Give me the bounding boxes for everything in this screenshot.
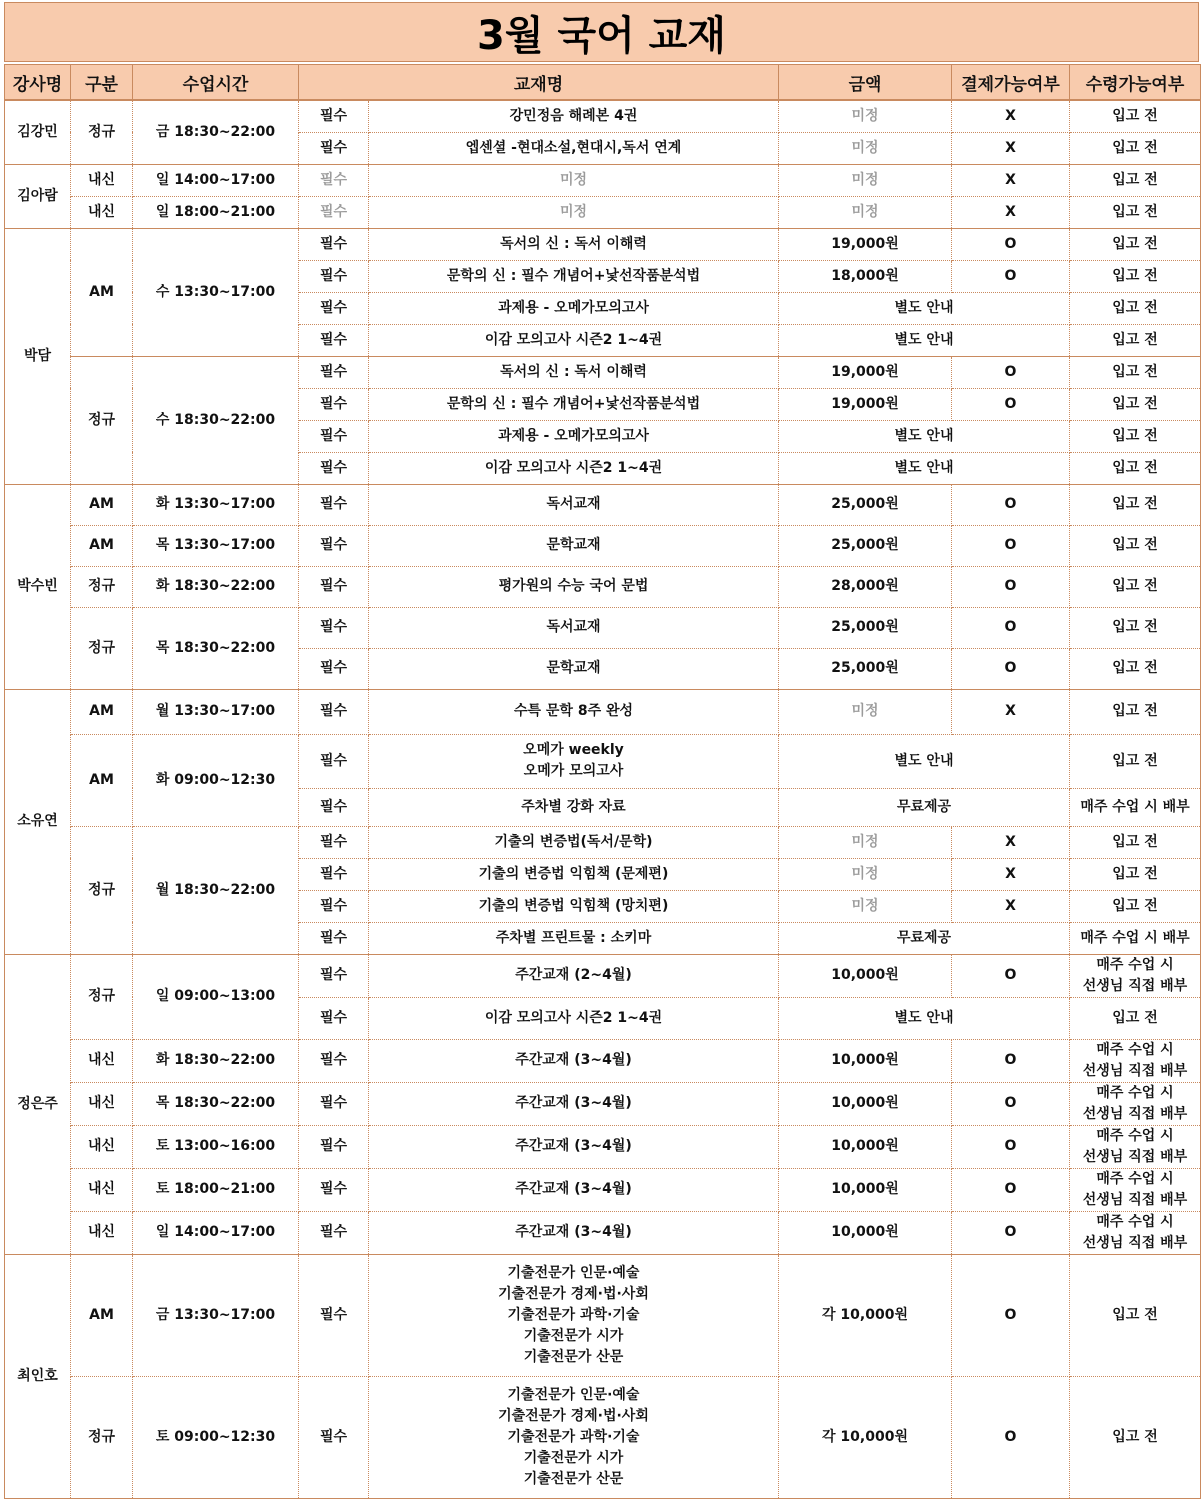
required-label: 필수 xyxy=(299,997,369,1039)
table-row xyxy=(5,1125,1201,1168)
required-label: 필수 xyxy=(299,734,369,788)
class-category: 내신 xyxy=(71,1168,133,1211)
price: 미정 xyxy=(779,826,952,858)
textbook-name: 주간교재 (3~4월) xyxy=(369,1039,779,1082)
textbook-name: 주간교재 (3~4월) xyxy=(369,1168,779,1211)
price: 19,000원 xyxy=(779,388,952,420)
price: 각 10,000원 xyxy=(779,1376,952,1498)
textbook-name: 문학교재 xyxy=(369,525,779,566)
class-category: 내신 xyxy=(71,1125,133,1168)
textbook-name: 기출전문가 인문·예술 기출전문가 경제·법·사회 기출전문가 과학·기술 기출전문가 시가 기출전문가 산문 xyxy=(369,1254,779,1376)
table-row xyxy=(5,1211,1201,1254)
textbook-name: 엡센셜 -현대소설,현대시,독서 연계 xyxy=(369,132,779,164)
payment-available: O xyxy=(952,388,1070,420)
class-time: 화 13:30~17:00 xyxy=(133,484,299,525)
textbook-name: 주간교재 (3~4월) xyxy=(369,1125,779,1168)
class-time: 토 13:00~16:00 xyxy=(133,1125,299,1168)
required-label: 필수 xyxy=(299,922,369,954)
class-time: 일 09:00~13:00 xyxy=(133,954,299,1039)
class-time: 금 18:30~22:00 xyxy=(133,100,299,164)
price: 19,000원 xyxy=(779,228,952,260)
header-class-time: 수업시간 xyxy=(133,65,299,101)
price: 25,000원 xyxy=(779,607,952,648)
textbook-name: 독서의 신 : 독서 이해력 xyxy=(369,356,779,388)
required-label: 필수 xyxy=(299,1254,369,1376)
payment-available: O xyxy=(952,1125,1070,1168)
header-price: 금액 xyxy=(779,65,952,101)
textbook-name: 기출의 변증법(독서/문학) xyxy=(369,826,779,858)
class-category: AM xyxy=(71,689,133,734)
price: 25,000원 xyxy=(779,525,952,566)
price: 19,000원 xyxy=(779,356,952,388)
header-teacher: 강사명 xyxy=(5,65,71,101)
textbook-name: 이감 모의고사 시즌2 1~4권 xyxy=(369,324,779,356)
class-time: 수 13:30~17:00 xyxy=(133,228,299,356)
pickup-status: 입고 전 xyxy=(1070,525,1201,566)
textbook-name: 문학의 신 : 필수 개념어+낯선작품분석법 xyxy=(369,260,779,292)
payment-available: O xyxy=(952,1211,1070,1254)
class-time: 일 18:00~21:00 xyxy=(133,196,299,228)
pickup-status: 입고 전 xyxy=(1070,292,1201,324)
class-category: 정규 xyxy=(71,826,133,954)
textbook-name: 이감 모의고사 시즌2 1~4권 xyxy=(369,452,779,484)
table-row xyxy=(5,484,1201,525)
class-category: AM xyxy=(71,484,133,525)
class-time: 목 13:30~17:00 xyxy=(133,525,299,566)
pickup-status: 매주 수업 시 선생님 직접 배부 xyxy=(1070,1168,1201,1211)
teacher-name: 김강민 xyxy=(5,100,71,164)
class-category: AM xyxy=(71,525,133,566)
price-note: 무료제공 xyxy=(779,788,1070,826)
textbook-name: 강민정음 해례본 4권 xyxy=(369,100,779,132)
pickup-status: 입고 전 xyxy=(1070,890,1201,922)
required-label: 필수 xyxy=(299,100,369,132)
class-category: 내신 xyxy=(71,1211,133,1254)
sheet-title-bar xyxy=(4,2,1199,62)
teacher-name: 소유연 xyxy=(5,689,71,954)
required-label: 필수 xyxy=(299,196,369,228)
pickup-status: 입고 전 xyxy=(1070,484,1201,525)
teacher-name: 최인호 xyxy=(5,1254,71,1498)
required-label: 필수 xyxy=(299,566,369,607)
table-row xyxy=(5,525,1201,566)
price-note: 별도 안내 xyxy=(779,324,1070,356)
table-row xyxy=(5,228,1201,260)
payment-available: X xyxy=(952,196,1070,228)
payment-available: X xyxy=(952,826,1070,858)
pickup-status: 입고 전 xyxy=(1070,132,1201,164)
class-category: 정규 xyxy=(71,100,133,164)
required-label: 필수 xyxy=(299,324,369,356)
textbook-name: 평가원의 수능 국어 문법 xyxy=(369,566,779,607)
textbook-name: 주차별 프린트물 : 소키마 xyxy=(369,922,779,954)
price: 미정 xyxy=(779,164,952,196)
required-label: 필수 xyxy=(299,689,369,734)
teacher-name: 박수빈 xyxy=(5,484,71,689)
table-row xyxy=(5,100,1201,132)
table-row xyxy=(5,1376,1201,1498)
payment-available: X xyxy=(952,100,1070,132)
textbook-name: 주간교재 (3~4월) xyxy=(369,1082,779,1125)
price: 각 10,000원 xyxy=(779,1254,952,1376)
price: 25,000원 xyxy=(779,648,952,689)
payment-available: O xyxy=(952,954,1070,997)
payment-available: O xyxy=(952,648,1070,689)
pickup-status: 입고 전 xyxy=(1070,648,1201,689)
table-row xyxy=(5,826,1201,858)
required-label: 필수 xyxy=(299,388,369,420)
payment-available: O xyxy=(952,484,1070,525)
class-time: 목 18:30~22:00 xyxy=(133,1082,299,1125)
class-category: 내신 xyxy=(71,196,133,228)
class-time: 화 18:30~22:00 xyxy=(133,566,299,607)
payment-available: X xyxy=(952,132,1070,164)
required-label: 필수 xyxy=(299,452,369,484)
class-category: AM xyxy=(71,228,133,356)
price: 미정 xyxy=(779,196,952,228)
price: 18,000원 xyxy=(779,260,952,292)
pickup-status: 입고 전 xyxy=(1070,388,1201,420)
textbook-name: 미정 xyxy=(369,196,779,228)
price-note: 별도 안내 xyxy=(779,997,1070,1039)
header-pickup: 수령가능여부 xyxy=(1070,65,1201,101)
price: 25,000원 xyxy=(779,484,952,525)
class-time: 일 14:00~17:00 xyxy=(133,164,299,196)
payment-available: O xyxy=(952,1376,1070,1498)
pickup-status: 매주 수업 시 선생님 직접 배부 xyxy=(1070,1125,1201,1168)
price: 10,000원 xyxy=(779,1125,952,1168)
table-row xyxy=(5,1254,1201,1376)
payment-available: O xyxy=(952,228,1070,260)
class-category: AM xyxy=(71,734,133,826)
pickup-status: 매주 수업 시 선생님 직접 배부 xyxy=(1070,1082,1201,1125)
table-body xyxy=(5,100,1201,1498)
table-row xyxy=(5,1039,1201,1082)
payment-available: O xyxy=(952,260,1070,292)
required-label: 필수 xyxy=(299,1082,369,1125)
table-row xyxy=(5,954,1201,997)
pickup-status: 입고 전 xyxy=(1070,1254,1201,1376)
class-category: 내신 xyxy=(71,1082,133,1125)
price: 미정 xyxy=(779,858,952,890)
pickup-status: 매주 수업 시 선생님 직접 배부 xyxy=(1070,954,1201,997)
class-time: 월 13:30~17:00 xyxy=(133,689,299,734)
required-label: 필수 xyxy=(299,788,369,826)
table-row xyxy=(5,607,1201,648)
required-label: 필수 xyxy=(299,356,369,388)
class-category: 내신 xyxy=(71,1039,133,1082)
table-row xyxy=(5,734,1201,788)
required-label: 필수 xyxy=(299,648,369,689)
teacher-name: 김아람 xyxy=(5,164,71,228)
table-row xyxy=(5,566,1201,607)
required-label: 필수 xyxy=(299,1376,369,1498)
pickup-status: 입고 전 xyxy=(1070,100,1201,132)
header-payment: 결제가능여부 xyxy=(952,65,1070,101)
pickup-status: 입고 전 xyxy=(1070,734,1201,788)
price: 10,000원 xyxy=(779,1039,952,1082)
class-time: 목 18:30~22:00 xyxy=(133,607,299,689)
pickup-status: 입고 전 xyxy=(1070,689,1201,734)
required-label: 필수 xyxy=(299,858,369,890)
price-note: 별도 안내 xyxy=(779,292,1070,324)
pickup-status: 입고 전 xyxy=(1070,1376,1201,1498)
textbook-name: 문학교재 xyxy=(369,648,779,689)
pickup-status: 입고 전 xyxy=(1070,196,1201,228)
pickup-status: 매주 수업 시 배부 xyxy=(1070,922,1201,954)
class-time: 금 13:30~17:00 xyxy=(133,1254,299,1376)
price-note: 별도 안내 xyxy=(779,452,1070,484)
textbook-name: 독서의 신 : 독서 이해력 xyxy=(369,228,779,260)
payment-available: O xyxy=(952,566,1070,607)
textbook-name: 미정 xyxy=(369,164,779,196)
table-row xyxy=(5,196,1201,228)
class-time: 화 09:00~12:30 xyxy=(133,734,299,826)
payment-available: X xyxy=(952,164,1070,196)
required-label: 필수 xyxy=(299,228,369,260)
required-label: 필수 xyxy=(299,292,369,324)
payment-available: O xyxy=(952,525,1070,566)
textbook-name: 문학의 신 : 필수 개념어+낯선작품분석법 xyxy=(369,388,779,420)
pickup-status: 입고 전 xyxy=(1070,566,1201,607)
textbook-name: 과제용 - 오메가모의고사 xyxy=(369,420,779,452)
pickup-status: 매주 수업 시 선생님 직접 배부 xyxy=(1070,1039,1201,1082)
class-time: 일 14:00~17:00 xyxy=(133,1211,299,1254)
class-category: 정규 xyxy=(71,1376,133,1498)
teacher-name: 정은주 xyxy=(5,954,71,1254)
textbook-name: 기출의 변증법 익힘책 (문제편) xyxy=(369,858,779,890)
textbook-name: 주간교재 (2~4월) xyxy=(369,954,779,997)
pickup-status: 입고 전 xyxy=(1070,858,1201,890)
class-time: 월 18:30~22:00 xyxy=(133,826,299,954)
price: 10,000원 xyxy=(779,1082,952,1125)
textbook-name: 독서교재 xyxy=(369,484,779,525)
payment-available: O xyxy=(952,356,1070,388)
pickup-status: 매주 수업 시 선생님 직접 배부 xyxy=(1070,1211,1201,1254)
required-label: 필수 xyxy=(299,826,369,858)
textbook-name: 이감 모의고사 시즌2 1~4권 xyxy=(369,997,779,1039)
required-label: 필수 xyxy=(299,1211,369,1254)
required-label: 필수 xyxy=(299,1039,369,1082)
required-label: 필수 xyxy=(299,132,369,164)
class-time: 토 09:00~12:30 xyxy=(133,1376,299,1498)
required-label: 필수 xyxy=(299,954,369,997)
textbook-name: 주차별 강화 자료 xyxy=(369,788,779,826)
pickup-status: 입고 전 xyxy=(1070,164,1201,196)
required-label: 필수 xyxy=(299,890,369,922)
textbook-name: 주간교재 (3~4월) xyxy=(369,1211,779,1254)
price-note: 별도 안내 xyxy=(779,420,1070,452)
pickup-status: 입고 전 xyxy=(1070,607,1201,648)
required-label: 필수 xyxy=(299,1168,369,1211)
price-note: 별도 안내 xyxy=(779,734,1070,788)
price-note: 무료제공 xyxy=(779,922,1070,954)
price: 미정 xyxy=(779,890,952,922)
header-textbook: 교재명 xyxy=(299,65,779,101)
payment-available: X xyxy=(952,689,1070,734)
required-label: 필수 xyxy=(299,525,369,566)
class-category: 정규 xyxy=(71,566,133,607)
price: 10,000원 xyxy=(779,1211,952,1254)
textbook-name: 기출의 변증법 익힘책 (망치편) xyxy=(369,890,779,922)
price: 미정 xyxy=(779,689,952,734)
price: 28,000원 xyxy=(779,566,952,607)
class-time: 화 18:30~22:00 xyxy=(133,1039,299,1082)
pickup-status: 입고 전 xyxy=(1070,452,1201,484)
class-time: 수 18:30~22:00 xyxy=(133,356,299,484)
required-label: 필수 xyxy=(299,484,369,525)
textbook-name: 과제용 - 오메가모의고사 xyxy=(369,292,779,324)
required-label: 필수 xyxy=(299,260,369,292)
textbook-table xyxy=(4,64,1201,1499)
payment-available: O xyxy=(952,607,1070,648)
required-label: 필수 xyxy=(299,1125,369,1168)
required-label: 필수 xyxy=(299,164,369,196)
teacher-name: 박담 xyxy=(5,228,71,484)
table-row xyxy=(5,164,1201,196)
payment-available: O xyxy=(952,1168,1070,1211)
textbook-name: 기출전문가 인문·예술 기출전문가 경제·법·사회 기출전문가 과학·기술 기출전문가 시가 기출전문가 산문 xyxy=(369,1376,779,1498)
pickup-status: 매주 수업 시 배부 xyxy=(1070,788,1201,826)
payment-available: O xyxy=(952,1254,1070,1376)
class-category: AM xyxy=(71,1254,133,1376)
payment-available: X xyxy=(952,890,1070,922)
textbook-name: 수특 문학 8주 완성 xyxy=(369,689,779,734)
pickup-status: 입고 전 xyxy=(1070,420,1201,452)
required-label: 필수 xyxy=(299,420,369,452)
required-label: 필수 xyxy=(299,607,369,648)
class-category: 정규 xyxy=(71,356,133,484)
payment-available: X xyxy=(952,858,1070,890)
price: 미정 xyxy=(779,100,952,132)
table-row xyxy=(5,1168,1201,1211)
table-row xyxy=(5,1082,1201,1125)
sheet-title: 3월 국어 교재 xyxy=(477,12,726,59)
table-row xyxy=(5,689,1201,734)
class-category: 정규 xyxy=(71,954,133,1039)
class-category: 정규 xyxy=(71,607,133,689)
payment-available: O xyxy=(952,1082,1070,1125)
pickup-status: 입고 전 xyxy=(1070,260,1201,292)
table-row xyxy=(5,356,1201,388)
pickup-status: 입고 전 xyxy=(1070,356,1201,388)
pickup-status: 입고 전 xyxy=(1070,997,1201,1039)
payment-available: O xyxy=(952,1039,1070,1082)
textbook-name: 오메가 weekly 오메가 모의고사 xyxy=(369,734,779,788)
header-row xyxy=(5,65,1201,101)
price: 10,000원 xyxy=(779,954,952,997)
price: 10,000원 xyxy=(779,1168,952,1211)
pickup-status: 입고 전 xyxy=(1070,324,1201,356)
class-time: 토 18:00~21:00 xyxy=(133,1168,299,1211)
class-category: 내신 xyxy=(71,164,133,196)
price: 미정 xyxy=(779,132,952,164)
header-category: 구분 xyxy=(71,65,133,101)
pickup-status: 입고 전 xyxy=(1070,228,1201,260)
textbook-name: 독서교재 xyxy=(369,607,779,648)
pickup-status: 입고 전 xyxy=(1070,826,1201,858)
